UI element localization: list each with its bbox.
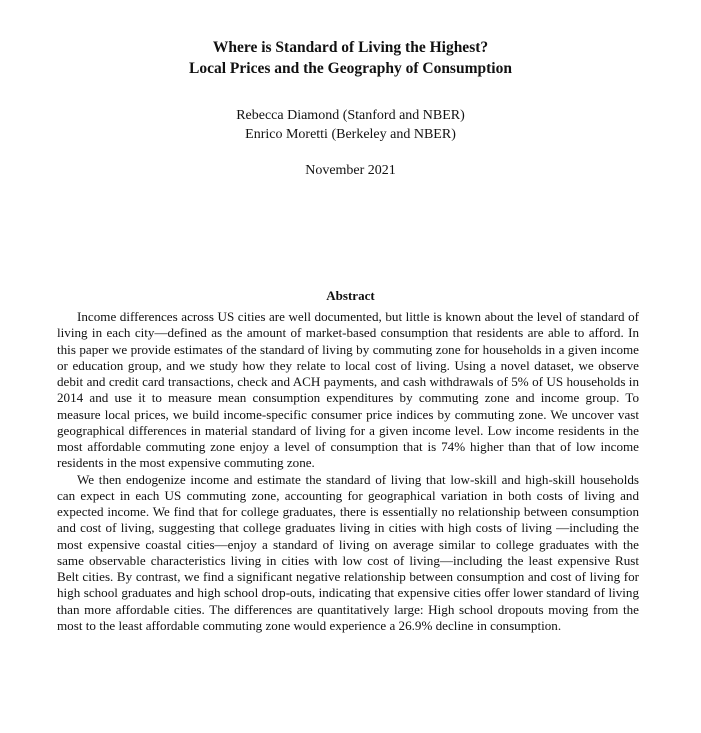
author-2: Enrico Moretti (Berkeley and NBER) [245, 127, 456, 142]
author-1: Rebecca Diamond (Stanford and NBER) [236, 108, 465, 123]
title-line-1: Where is Standard of Living the Highest? [212, 39, 489, 56]
author-list [0, 106, 701, 144]
paper-title [0, 37, 701, 79]
abstract-paragraph-2: We then endogenize income and estimate the standard of living that low-skill and high-skill households can expect in each US commuting zone, accounting for geographical variation in both costs of living and expected income. We find that for college graduates, there is essentially no relationship between consumption and cost of living, suggesting that college graduates living in cities with high costs of living —including the most expensive coastal cities—enjoy a standard of living on average similar to college graduates with the same observable characteristics living in cities with low cost of living—including the least expensive Rust Belt cities. By contrast, we find a significant negative relationship between consumption and cost of living for high school graduates and high school drop-outs, indicating that expensive cities offer lower standard of living than more affordable cities. The differences are quantitatively large: High school dropouts moving from the most to the least affordable commuting zone would experience a 26.9% decline in consumption. [57, 471, 639, 633]
abstract-body [57, 309, 639, 634]
title-line-2: Local Prices and the Geography of Consumption [189, 60, 512, 77]
publication-date: November 2021 [305, 163, 396, 178]
abstract-paragraph-1: Income differences across US cities are well documented, but little is known about the level of standard of living in each city—defined as the amount of market-based consumption that residents are able to afford. In this paper we provide estimates of the standard of living by commuting zone for households in a given income or education group, and we study how they relate to local cost of living. Using a novel dataset, we observe debit and credit card transactions, check and ACH payments, and cash withdrawals of 5% of US households in 2014 and use it to measure mean consumption expenditures by commuting zone and income group. To measure local prices, we build income-specific consumer price indices by commuting zone. We uncover vast geographical differences in material standard of living for a given income level. Low income residents in the most affordable commuting zone enjoy a level of consumption that is 74% higher than that of low income residents in the most expensive commuting zone. [57, 309, 639, 471]
abstract-heading: Abstract [326, 288, 375, 303]
